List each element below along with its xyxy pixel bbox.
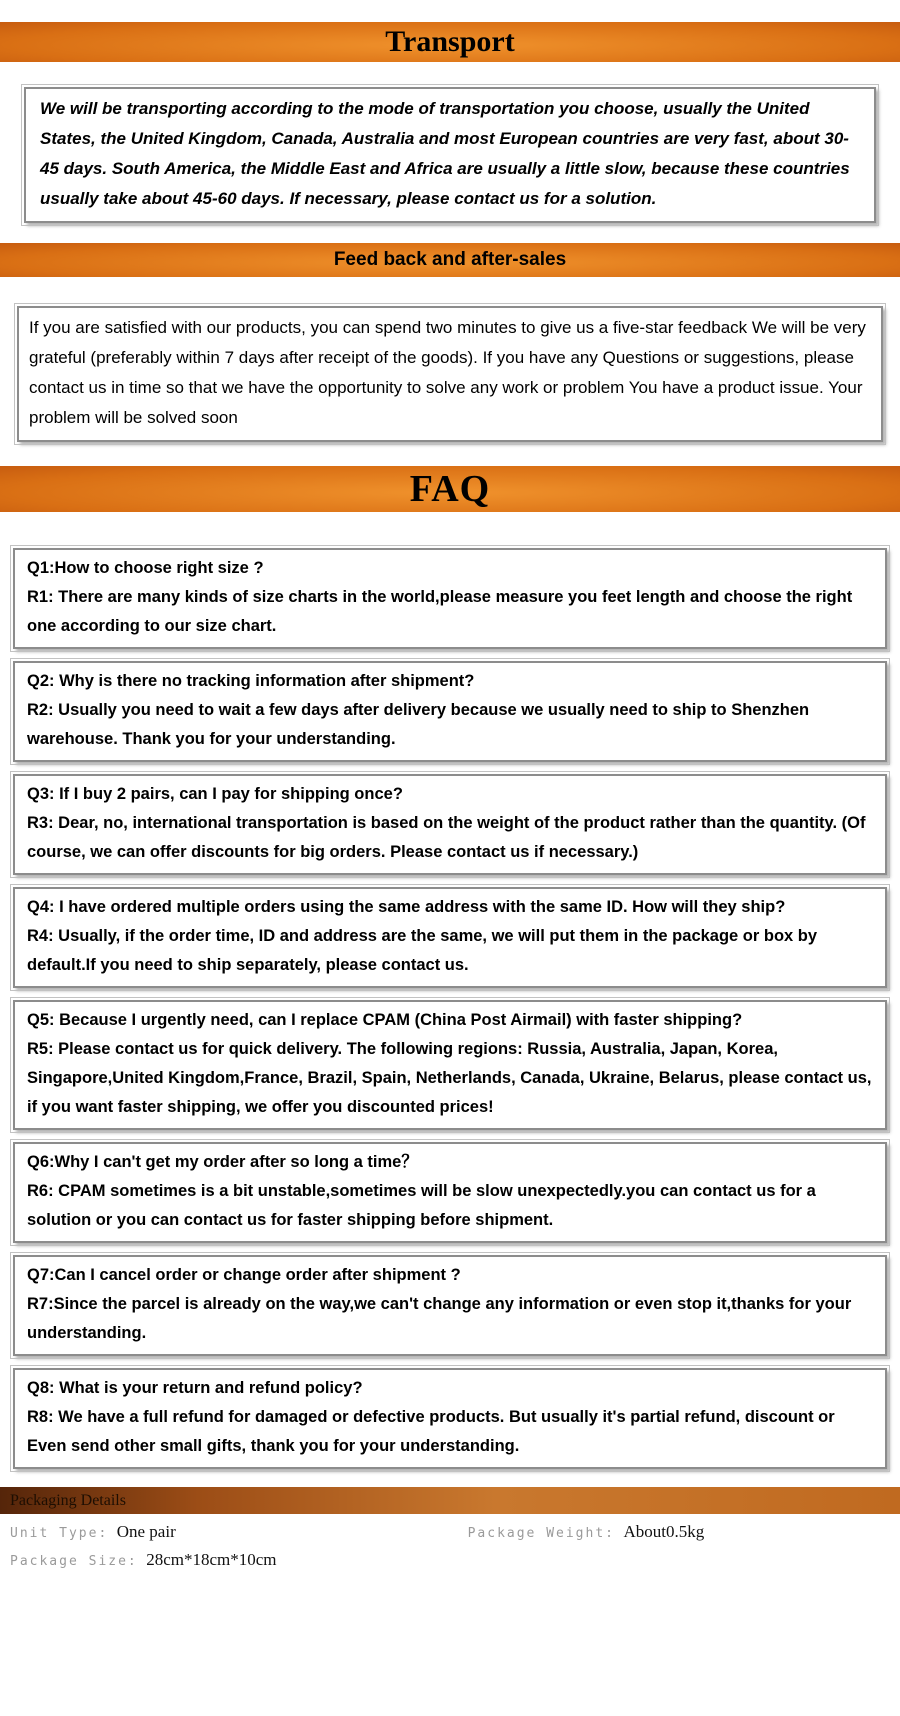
unit-type-field	[10, 1522, 468, 1542]
transport-text-box	[24, 87, 876, 223]
faq-item-2	[13, 661, 887, 762]
faq-answer: R3: Dear, no, international transportation is based on the weight of the product rather than the quantity. (Of course, we can offer discounts for big orders. Please contact us if necessary.)	[27, 814, 866, 861]
package-weight-value: About0.5kg	[623, 1522, 705, 1541]
faq-question: Q2: Why is there no tracking information after shipment?	[27, 672, 475, 690]
package-weight-field	[468, 1522, 890, 1542]
faq-item-4	[13, 887, 887, 988]
faq-list	[13, 548, 887, 1469]
faq-banner	[0, 466, 900, 512]
package-size-field	[10, 1550, 468, 1570]
faq-title: FAQ	[409, 468, 491, 510]
transport-body: We will be transporting according to the mode of transportation you choose, usually the United States, the United Kingdom, Canada, Australia and most European countries are very fast, about 30-45 days. South America, the Middle East and Africa are usually a little slow, because these countries usually take about 45-60 days. If necessary, please contact us for a solution.	[40, 99, 850, 208]
packaging-section	[0, 1487, 900, 1570]
faq-item-7	[13, 1255, 887, 1356]
transport-banner	[0, 22, 900, 62]
feedback-title: Feed back and after-sales	[333, 249, 567, 270]
unit-type-value: One pair	[116, 1522, 176, 1541]
faq-item-5	[13, 1000, 887, 1130]
faq-question: Q5: Because I urgently need, can I replace CPAM (China Post Airmail) with faster shipping?	[27, 1011, 743, 1029]
faq-item-8	[13, 1368, 887, 1469]
faq-answer: R2: Usually you need to wait a few days after delivery because we usually need to ship to Shenzhen warehouse. Thank you for your understanding.	[27, 701, 810, 748]
package-size-label: Package Size:	[10, 1554, 138, 1569]
faq-question: Q3: If I buy 2 pairs, can I pay for shipping once?	[27, 785, 403, 803]
faq-question: Q7:Can I cancel order or change order after shipment ?	[27, 1266, 461, 1284]
faq-item-1	[13, 548, 887, 649]
packaging-fields	[0, 1514, 900, 1570]
faq-item-6	[13, 1142, 887, 1243]
feedback-banner	[0, 243, 900, 277]
packaging-details-header	[0, 1487, 900, 1514]
faq-item-3	[13, 774, 887, 875]
transport-title: Transport	[385, 25, 515, 58]
faq-question: Q4: I have ordered multiple orders using the same address with the same ID. How will they ship?	[27, 898, 786, 916]
faq-answer: R7:Since the parcel is already on the way,we can't change any information or even stop it,thanks for your understanding.	[27, 1295, 852, 1342]
unit-type-label: Unit Type:	[10, 1526, 109, 1541]
faq-question: Q6:Why I can't get my order after so long a time？	[27, 1153, 418, 1171]
faq-answer: R8: We have a full refund for damaged or defective products. But usually it's partial refund, discount or Even send other small gifts, thank you for your understanding.	[27, 1408, 835, 1455]
faq-question: Q1:How to choose right size ?	[27, 559, 264, 577]
faq-question: Q8: What is your return and refund policy?	[27, 1379, 363, 1397]
packaging-title: Packaging Details	[10, 1492, 126, 1509]
package-weight-label: Package Weight:	[467, 1526, 615, 1541]
faq-answer: R6: CPAM sometimes is a bit unstable,sometimes will be slow unexpectedly.you can contact us for a solution or you can contact us for faster shipping before shipment.	[27, 1182, 816, 1229]
feedback-text-box	[17, 306, 883, 442]
package-size-value: 28cm*18cm*10cm	[146, 1550, 277, 1569]
faq-answer: R1: There are many kinds of size charts in the world,please measure you feet length and choose the right one according to our size chart.	[27, 588, 853, 635]
faq-answer: R4: Usually, if the order time, ID and address are the same, we will put them in the package or box by default.If you need to ship separately, please contact us.	[27, 927, 818, 974]
faq-answer: R5: Please contact us for quick delivery. The following regions: Russia, Australia, Japan, Korea, Singapore,United Kingdom,France, Brazil, Spain, Netherlands, Canada, Ukraine, Belarus, please contact us, if you want faster shipping, we offer you discounted prices!	[27, 1040, 872, 1116]
feedback-body: If you are satisfied with our products, you can spend two minutes to give us a five-star feedback We will be very grateful (preferably within 7 days after receipt of the goods). If you have any Questions or suggestions, please contact us in time so that we have the opportunity to solve any work or problem You have a product issue. Your problem will be solved soon	[29, 318, 866, 427]
